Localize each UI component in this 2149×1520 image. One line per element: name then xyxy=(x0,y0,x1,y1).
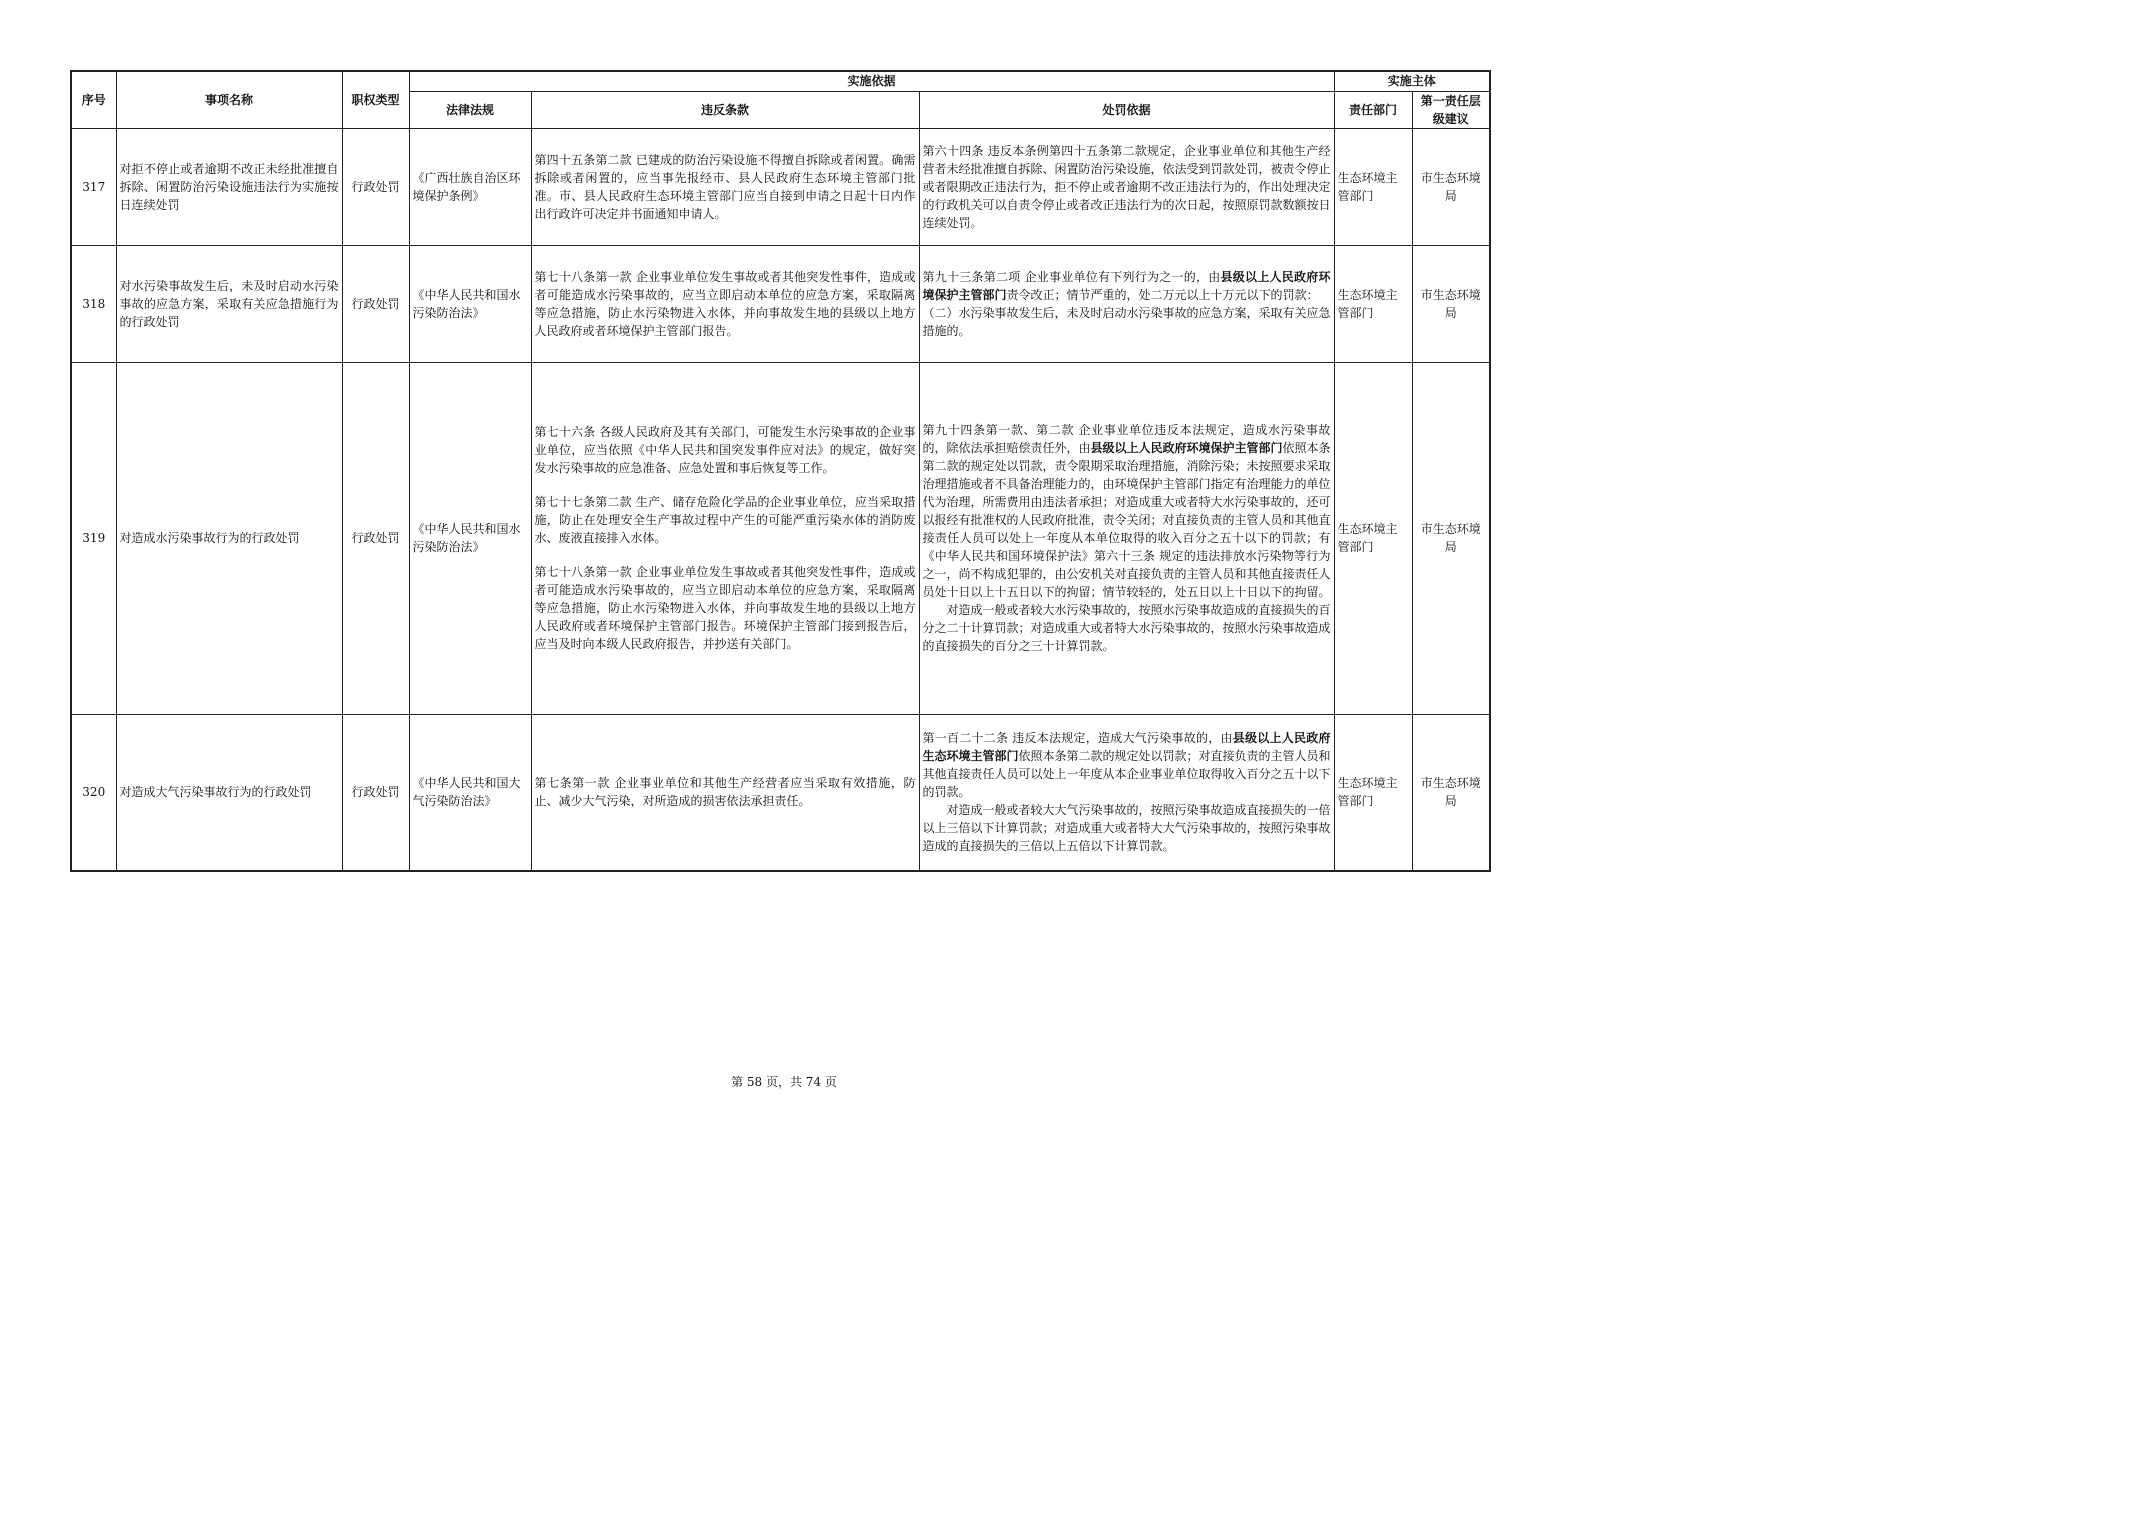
penalty-authority: 县级以上人民政府环境保护主管部门 xyxy=(1090,441,1283,455)
penalty-extra: 对造成一般或者较大大气污染事故的，按照污染事故造成直接损失的一倍以上三倍以下计算罚款；对造成重大或者特大大气污染事故的，按照污染事故造成的直接损失的三倍以上五倍以下计算罚款。 xyxy=(922,803,1331,854)
row-level: 市生态环境局 xyxy=(1412,128,1490,245)
row-penalty xyxy=(919,245,1334,362)
header-dept: 责任部门 xyxy=(1334,91,1412,128)
violation-paragraph: 第七条第一款 企业事业单位和其他生产经营者应当采取有效措施，防止、减少大气污染，对所造成的损害依法承担责任。 xyxy=(534,776,916,809)
row-law: 《广西壮族自治区环境保护条例》 xyxy=(409,128,531,245)
header-name: 事项名称 xyxy=(116,71,342,128)
row-dept: 生态环境主管部门 xyxy=(1334,128,1412,245)
penalty-extra: 对造成一般或者较大水污染事故的，按照水污染事故造成的直接损失的百分之二十计算罚款；对造成重大或者特大水污染事故的，按照水污染事故造成的直接损失的百分之三十计算罚款。 xyxy=(922,603,1331,653)
penalty-post: 责令改正；情节严重的，处二万元以上十万元以下的罚款： xyxy=(1006,287,1319,302)
row-penalty xyxy=(919,714,1334,871)
row-dept: 生态环境主管部门 xyxy=(1334,245,1412,362)
row-dept: 生态环境主管部门 xyxy=(1334,362,1412,714)
row-violation xyxy=(531,128,919,245)
row-seq: 318 xyxy=(71,245,116,362)
penalty-text xyxy=(923,731,1331,799)
header-penalty: 处罚依据 xyxy=(919,91,1334,128)
row-law: 《中华人民共和国大气污染防治法》 xyxy=(409,714,531,871)
penalty-pre: 第六十四条 违反本条例第四十五条第二款规定，企业事业单位和其他生产经营者未经批准擅自拆除、闲置防治污染设施，依法受到罚款处罚，被责令停止或者限期改正违法行为，拒不停止或者逾期不改正违法行为的，作出处理决定的行政机关可以自责令停止或者改正违法行为的次日起，按照原罚款数额按日连续处罚。 xyxy=(922,143,1331,230)
row-level: 市生态环境局 xyxy=(1412,245,1490,362)
row-type: 行政处罚 xyxy=(342,362,409,714)
page-footer: 第 58 页，共 74 页 xyxy=(731,1075,837,1089)
row-law: 《中华人民共和国水污染防治法》 xyxy=(409,362,531,714)
penalty-text xyxy=(923,144,1331,230)
table-body xyxy=(71,128,1490,871)
row-name: 对造成水污染事故行为的行政处罚 xyxy=(116,362,342,714)
violation-paragraph: 第七十八条第一款 企业事业单位发生事故或者其他突发性事件，造成或者可能造成水污染事故的，应当立即启动本单位的应急方案，采取隔离等应急措施，防止水污染物进入水体，并向事故发生地的县级以上地方人民政府或者环境保护主管部门报告。 xyxy=(534,269,916,338)
violation-paragraph: 第七十六条 各级人民政府及其有关部门，可能发生水污染事故的企业事业单位，应当依照《中华人民共和国突发事件应对法》的规定，做好突发水污染事故的应急准备、应急处置和事后恢复等工作。 xyxy=(534,425,916,475)
header-violation: 违反条款 xyxy=(531,91,919,128)
row-violation xyxy=(531,362,919,714)
penalty-pre: 第九十四条第一款、第二款 企业事业单位违反本法规定，造成水污染事故的，除依法承担赔偿责任外，由 xyxy=(922,423,1331,455)
header-seq: 序号 xyxy=(71,71,116,128)
penalty-authority: 县级以上人民政府生态环境主管部门 xyxy=(922,731,1331,764)
enforcement-table xyxy=(70,70,1491,872)
row-penalty xyxy=(919,362,1334,714)
table-row xyxy=(71,362,1490,714)
violation-paragraph: 第四十五条第二款 已建成的防治污染设施不得擅自拆除或者闲置。确需拆除或者闲置的，应当事先报经市、县人民政府生态环境主管部门批准。市、县人民政府生态环境主管部门应当自接到申请之日起十日内作出行政许可决定并书面通知申请人。 xyxy=(534,152,916,221)
header-type: 职权类型 xyxy=(342,71,409,128)
table-row xyxy=(71,128,1490,245)
violation-paragraph: 第七十八条第一款 企业事业单位发生事故或者其他突发性事件，造成或者可能造成水污染事故的，应当立即启动本单位的应急方案，采取隔离等应急措施，防止水污染物进入水体，并向事故发生地的县级以上地方人民政府或者环境保护主管部门报告。环境保护主管部门接到报告后，应当及时向本级人民政府报告，并抄送有关部门。 xyxy=(534,565,916,651)
penalty-post: 依照本条第二款的规定处以罚款；对直接负责的主管人员和其他直接责任人员可以处上一年度从本企业事业单位取得收入百分之五十以下的罚款。 xyxy=(922,749,1331,800)
row-name: 对水污染事故发生后，未及时启动水污染事故的应急方案，采取有关应急措施行为的行政处罚 xyxy=(116,245,342,362)
row-name: 对造成大气污染事故行为的行政处罚 xyxy=(116,714,342,871)
row-seq: 320 xyxy=(71,714,116,871)
table-row xyxy=(71,714,1490,871)
row-dept: 生态环境主管部门 xyxy=(1334,714,1412,871)
row-seq: 319 xyxy=(71,362,116,714)
header-basis: 实施依据 xyxy=(409,71,1334,91)
row-type: 行政处罚 xyxy=(342,245,409,362)
row-type: 行政处罚 xyxy=(342,128,409,245)
violation-paragraph: 第七十七条第二款 生产、储存危险化学品的企业事业单位，应当采取措施，防止在处理安全生产事故过程中产生的可能严重污染水体的消防废水、废液直接排入水体。 xyxy=(534,495,916,545)
header-level: 第一责任层级建议 xyxy=(1412,91,1490,128)
row-violation xyxy=(531,714,919,871)
row-type: 行政处罚 xyxy=(342,714,409,871)
penalty-text xyxy=(923,270,1331,302)
row-seq: 317 xyxy=(71,128,116,245)
penalty-text xyxy=(923,423,1331,599)
penalty-extra: （二）水污染事故发生后，未及时启动水污染事故的应急方案，采取有关应急措施的。 xyxy=(922,305,1331,338)
penalty-pre: 第一百二十二条 违反本法规定，造成大气污染事故的，由 xyxy=(922,731,1233,746)
penalty-pre: 第九十三条第二项 企业事业单位有下列行为之一的，由 xyxy=(922,269,1221,284)
penalty-authority: 县级以上人民政府环境保护主管部门 xyxy=(922,269,1331,302)
row-violation xyxy=(531,245,919,362)
row-law: 《中华人民共和国水污染防治法》 xyxy=(409,245,531,362)
row-name: 对拒不停止或者逾期不改正未经批准擅自拆除、闲置防治污染设施违法行为实施按日连续处罚 xyxy=(116,128,342,245)
row-level: 市生态环境局 xyxy=(1412,362,1490,714)
table-row xyxy=(71,245,1490,362)
header-subject: 实施主体 xyxy=(1334,71,1490,91)
row-penalty xyxy=(919,128,1334,245)
penalty-post: 依照本条第二款的规定处以罚款，责令限期采取治理措施，消除污染；未按照要求采取治理措施或者不具备治理能力的，由环境保护主管部门指定有治理能力的单位代为治理，所需费用由违法者承担；对造成重大或者特大水污染事故的，还可以报经有批准权的人民政府批准，责令关闭；对直接负责的主管人员和其他直接责任人员可以处上一年度从本单位取得的收入百分之五十以下的罚款；有《中华人民共和国环境保护法》第六十三条 规定的违法排放水污染物等行为之一，尚不构成犯罪的，由公安机关对直接负责的主管人员和其他直接责任人员处十日以上十五日以下的拘留；情节较轻的，处五日以上十日以下的拘留。 xyxy=(922,441,1331,599)
header-law: 法律法规 xyxy=(409,91,531,128)
row-level: 市生态环境局 xyxy=(1412,714,1490,871)
